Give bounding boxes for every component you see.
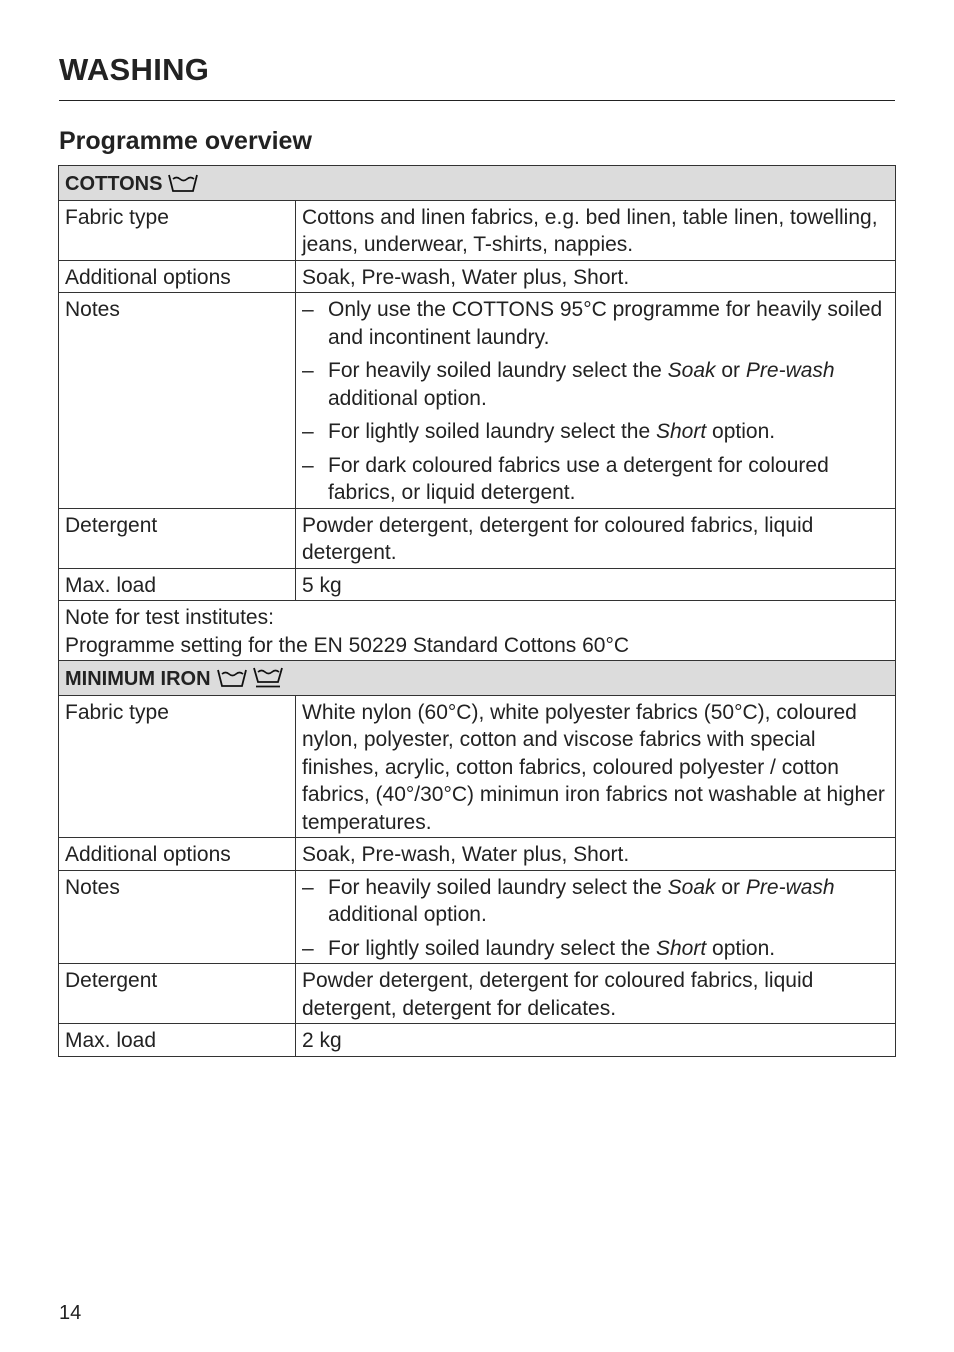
row-value: Powder detergent, detergent for coloured fabrics, liquid detergent, detergent for delicates. [296, 964, 896, 1024]
row-value [296, 293, 896, 509]
table-row-fabric-type [59, 200, 896, 260]
programme-name: COTTONS [65, 173, 163, 195]
test-note-line: Programme setting for the EN 50229 Standard Cottons 60°C [65, 633, 630, 657]
wash-tub-bar-icon [253, 666, 283, 688]
list-item: – For lightly soiled laundry select the Short option. [302, 418, 889, 446]
row-value: Soak, Pre-wash, Water plus, Short. [296, 838, 896, 871]
section-title: Programme overview [59, 127, 312, 155]
row-label: Detergent [59, 508, 296, 568]
test-note-line: Note for test institutes: [65, 606, 274, 630]
row-label: Fabric type [59, 695, 296, 838]
programme-header-minimum-iron [59, 661, 896, 696]
table-row-additional-options [59, 838, 896, 871]
row-value: 5 kg [296, 568, 896, 601]
row-label: Additional options [59, 260, 296, 293]
programme-name: MINIMUM IRON [65, 668, 211, 691]
table-row-fabric-type [59, 695, 896, 838]
row-value: Cottons and linen fabrics, e.g. bed linen, table linen, towelling, jeans, underwear, T-shirts, nappies. [296, 200, 896, 260]
row-value: White nylon (60°C), white polyester fabrics (50°C), coloured nylon, polyester, cotton and viscose fabrics with special finishes, acrylic, cotton fabrics, coloured polyester / cotton fabrics, (40°/30°C) minimun iron fabrics not washable at higher temperatures. [296, 695, 896, 838]
title-divider [59, 100, 895, 101]
row-label: Max. load [59, 1024, 296, 1057]
row-label: Additional options [59, 838, 296, 871]
row-value [296, 870, 896, 964]
row-label: Max. load [59, 568, 296, 601]
row-label: Notes [59, 870, 296, 964]
table-row-test-institute-note [59, 601, 896, 661]
row-value: 2 kg [296, 1024, 896, 1057]
wash-tub-icon [217, 668, 247, 688]
table-row-max-load [59, 568, 896, 601]
table-row-detergent [59, 964, 896, 1024]
table-row-detergent [59, 508, 896, 568]
programme-header-cottons [59, 166, 896, 201]
table-row-notes [59, 870, 896, 964]
row-label: Fabric type [59, 200, 296, 260]
row-label: Notes [59, 293, 296, 509]
list-item: – For lightly soiled laundry select the Short option. [302, 935, 889, 963]
table-row-max-load [59, 1024, 896, 1057]
list-item: – For heavily soiled laundry select the Soak or Pre-wash additional option. [302, 874, 889, 929]
table-row-notes [59, 293, 896, 509]
notes-list [302, 874, 889, 963]
notes-list [302, 296, 889, 507]
row-label: Detergent [59, 964, 296, 1024]
programme-overview-table [58, 165, 896, 1057]
list-item: – Only use the COTTONS 95°C programme for heavily soiled and incontinent laundry. [302, 296, 889, 351]
row-value: Powder detergent, detergent for coloured fabrics, liquid detergent. [296, 508, 896, 568]
row-value: Soak, Pre-wash, Water plus, Short. [296, 260, 896, 293]
page-number: 14 [59, 1302, 82, 1324]
table-row-additional-options [59, 260, 896, 293]
list-item: – For heavily soiled laundry select the Soak or Pre-wash additional option. [302, 357, 889, 412]
page-title: WASHING [59, 52, 210, 87]
list-item: – For dark coloured fabrics use a detergent for coloured fabrics, or liquid detergent. [302, 452, 889, 507]
wash-tub-icon [168, 173, 198, 193]
